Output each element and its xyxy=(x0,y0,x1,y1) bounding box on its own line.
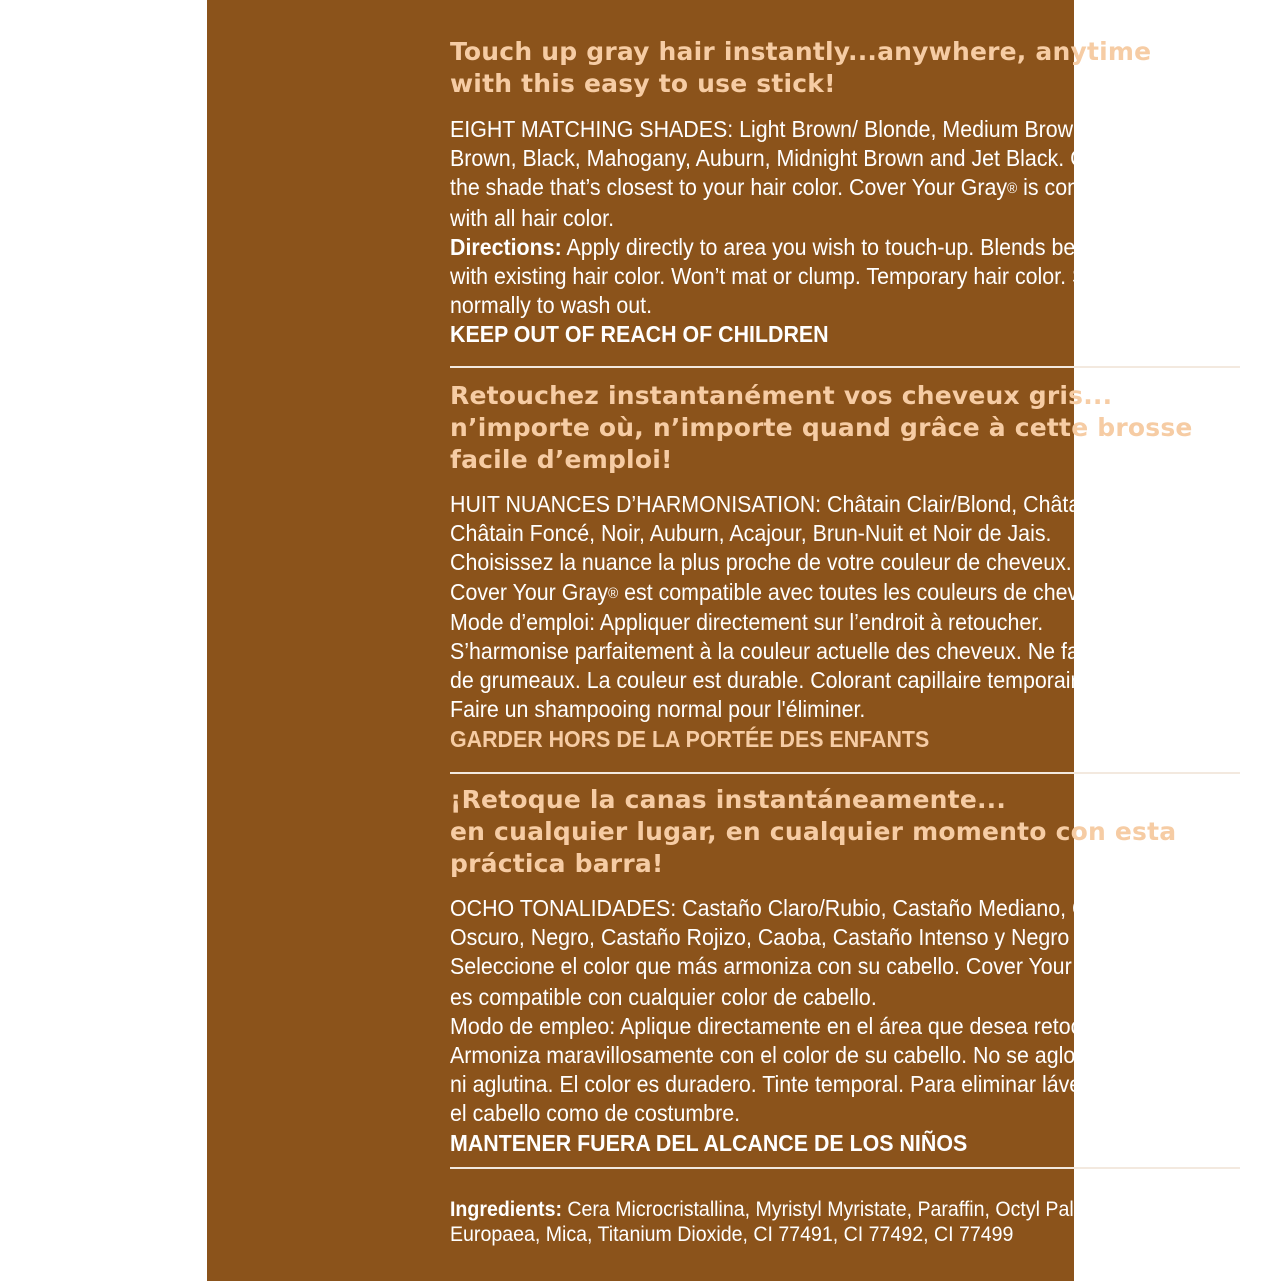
french-text-line: Mode d’emploi: Appliquer directement sur l’endroit à retoucher. xyxy=(450,608,1044,635)
english-text-line: with existing hair color. Won’t mat or clump. Temporary hair color. Shampoo xyxy=(450,263,1164,290)
english-heading-line: with this easy to use stick! xyxy=(450,69,836,98)
spanish-text-line: Armoniza maravillosamente con el color de su cabello. No se aglomera xyxy=(450,1042,1124,1069)
french-heading-line: Retouchez instantanément vos cheveux gris... xyxy=(450,381,1113,410)
brand-name: Cover Your Gray xyxy=(450,578,609,605)
french-text-line: HUIT NUANCES D’HARMONISATION: Châtain Clair/Blond, Châtain Moyen, xyxy=(450,491,1173,517)
ingredients-line xyxy=(450,1197,1179,1222)
section-divider xyxy=(450,772,1240,774)
spanish-text-line: es compatible con cualquier color de cabello. xyxy=(450,983,877,1010)
registered-mark: ® xyxy=(1123,959,1135,977)
spanish-text-line: Oscuro, Negro, Castaño Rojizo, Caoba, Castaño Intenso y Negro Azabache. xyxy=(450,924,1176,951)
english-heading-line: Touch up gray hair instantly...anywhere, anytime xyxy=(450,37,1152,66)
spanish-brand-text: Seleccione el color que más armoniza con su cabello. Cover Your Gray xyxy=(450,953,1124,980)
english-directions-line xyxy=(450,233,1164,262)
french-text-line: Châtain Foncé, Noir, Auburn, Acajour, Brun-Nuit et Noir de Jais. xyxy=(450,520,1052,547)
spanish-text-line xyxy=(450,952,1175,982)
english-heading xyxy=(450,36,1151,100)
ingredients xyxy=(450,1197,1179,1246)
spanish-warning: MANTENER FUERA DEL ALCANCE DE LOS NIÑOS xyxy=(450,1129,968,1156)
spanish-text-line: OCHO TONALIDADES: Castaño Claro/Rubio, Castaño Mediano, Castaño xyxy=(450,895,1152,921)
french-text-line xyxy=(450,578,1173,608)
spanish-heading-line: ¡Retoque la canas instantáneamente... xyxy=(450,785,1007,814)
spanish-text-line: Modo de empleo: Aplique directamente en el área que desea retocar. xyxy=(450,1012,1106,1039)
directions-text: Apply directly to area you wish to touch-up. Blends beautifully xyxy=(561,233,1148,260)
french-body xyxy=(450,490,1173,754)
french-text-line: S’harmonise parfaitement à la couleur actuelle des cheveux. Ne fait pas xyxy=(450,638,1130,665)
english-text-line: normally to wash out. xyxy=(450,292,653,319)
ingredients-text: Cera Microcristallina, Myristyl Myristate, Paraffin, Octyl Palmitate, Olea xyxy=(561,1197,1180,1221)
ingredients-line: Europaea, Mica, Titanium Dioxide, CI 77491, CI 77492, CI 77499 xyxy=(450,1221,1014,1246)
section-divider xyxy=(450,1167,1240,1169)
french-text-line: de grumeaux. La couleur est durable. Colorant capillaire temporaire. xyxy=(450,667,1096,694)
registered-mark: ® xyxy=(1007,180,1018,198)
english-text-line: Brown, Black, Mahogany, Auburn, Midnight Brown and Jet Black. Choose xyxy=(450,145,1144,172)
english-shades-tail: is compatible xyxy=(1017,174,1148,201)
spanish-body xyxy=(450,894,1175,1158)
ingredients-label: Ingredients: xyxy=(450,1197,562,1221)
registered-mark: ® xyxy=(608,584,619,602)
english-warning: KEEP OUT OF REACH OF CHILDREN xyxy=(450,321,829,348)
spanish-heading xyxy=(450,784,1176,880)
english-text-line xyxy=(450,173,1164,203)
french-heading-line: facile d’emploi! xyxy=(450,445,673,474)
directions-label: Directions: xyxy=(450,233,562,260)
spanish-text-line: ni aglutina. El color es duradero. Tinte temporal. Para eliminar lávese xyxy=(450,1071,1104,1098)
spanish-heading-line: práctica barra! xyxy=(450,849,664,878)
section-divider xyxy=(450,366,1240,368)
english-text-line: with all hair color. xyxy=(450,204,615,231)
french-brand-tail: est compatible avec toutes les couleurs de cheveux. xyxy=(618,578,1119,605)
french-text-line: Choisissez la nuance la plus proche de votre couleur de cheveux. xyxy=(450,549,1072,576)
spanish-text-line: el cabello como de costumbre. xyxy=(450,1100,741,1127)
french-heading-line: n’importe où, n’importe quand grâce à cette brosse xyxy=(450,413,1193,442)
french-text-line: Faire un shampooing normal pour l'éliminer. xyxy=(450,696,866,723)
english-text-line: EIGHT MATCHING SHADES: Light Brown/ Blonde, Medium Brown, Dark xyxy=(450,116,1143,142)
english-shades-text: the shade that’s closest to your hair color. Cover Your Gray xyxy=(450,174,1008,201)
english-body xyxy=(450,115,1164,350)
spanish-heading-line: en cualquier lugar, en cualquier momento con esta xyxy=(450,817,1177,846)
french-warning: GARDER HORS DE LA PORTÉE DES ENFANTS xyxy=(450,725,930,752)
french-heading xyxy=(450,380,1193,476)
product-label-panel xyxy=(207,0,1193,1281)
